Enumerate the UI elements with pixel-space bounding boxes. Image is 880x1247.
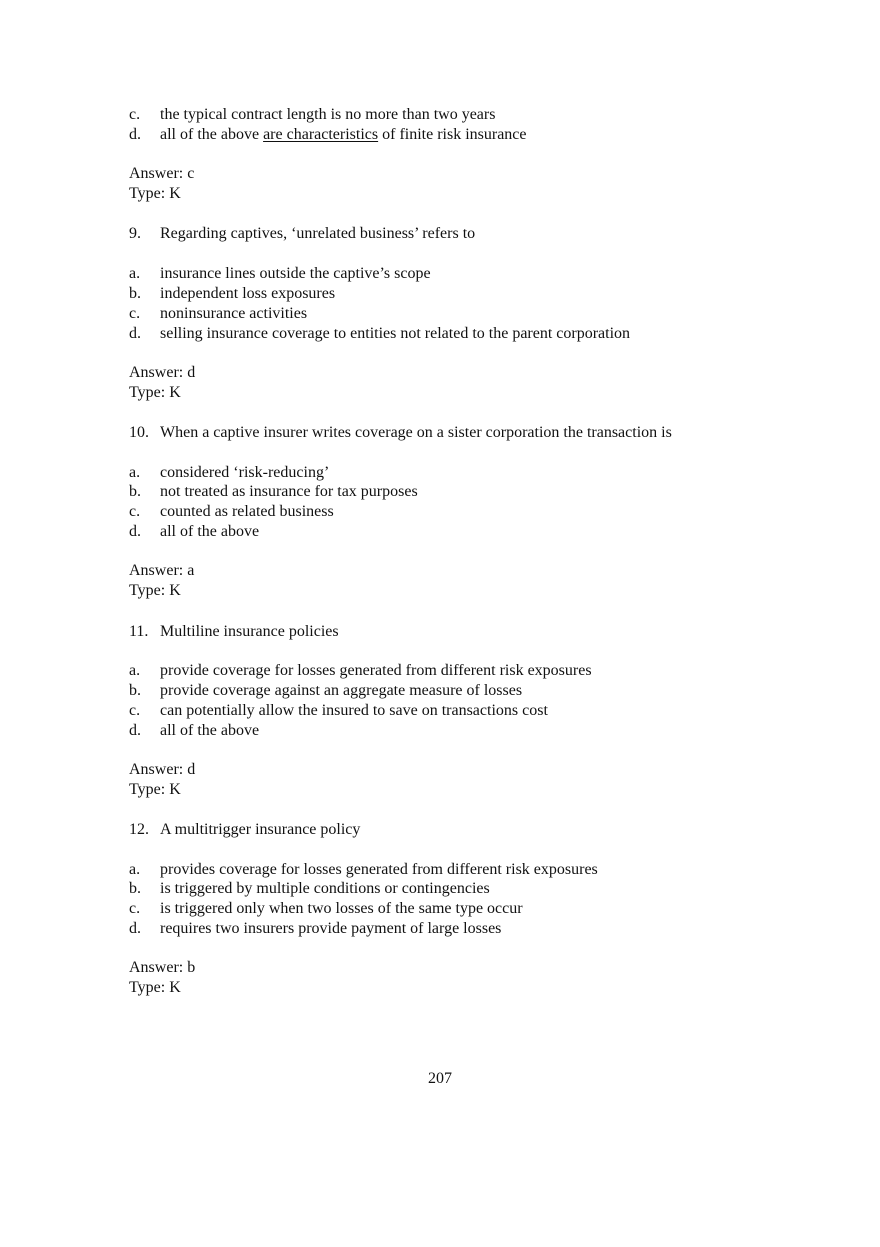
question-9-option-d bbox=[129, 324, 630, 344]
question-9-option-c bbox=[129, 304, 307, 324]
question-11-option-c bbox=[129, 701, 548, 721]
type-line: Type: K bbox=[129, 185, 181, 202]
option-letter: d. bbox=[129, 920, 141, 937]
question-text: A multitrigger insurance policy bbox=[160, 821, 361, 838]
option-text: is triggered by multiple conditions or contingencies bbox=[160, 880, 490, 897]
question-10-type: Type: K bbox=[129, 582, 181, 599]
option-letter: d. bbox=[129, 523, 141, 540]
question-number: 12. bbox=[129, 821, 149, 838]
question-12-option-d bbox=[129, 919, 501, 939]
option-letter: c. bbox=[129, 305, 141, 322]
question-number: 9. bbox=[129, 225, 141, 242]
question-9-option-b bbox=[129, 284, 335, 304]
option-text: considered ‘risk-reducing’ bbox=[160, 464, 330, 481]
question-11-answer: Answer: d bbox=[129, 761, 196, 778]
option-c-continued bbox=[129, 105, 495, 125]
option-text: provide coverage for losses generated from different risk exposures bbox=[160, 662, 592, 679]
option-text: provide coverage against an aggregate measure of losses bbox=[160, 682, 523, 699]
question-9-type: Type: K bbox=[129, 384, 181, 401]
question-10-answer: Answer: a bbox=[129, 562, 195, 579]
question-10-option-c bbox=[129, 502, 334, 522]
question-12-option-a bbox=[129, 860, 598, 880]
option-text: all of the above bbox=[160, 523, 260, 540]
question-11-type: Type: K bbox=[129, 781, 181, 798]
option-text: is triggered only when two losses of the same type occur bbox=[160, 900, 523, 917]
option-text: provides coverage for losses generated from different risk exposures bbox=[160, 861, 598, 878]
option-text-before: all of the above bbox=[160, 126, 264, 143]
question-11-stem bbox=[129, 622, 339, 642]
question-11-option-d bbox=[129, 721, 259, 741]
option-text: the typical contract length is no more than two years bbox=[160, 106, 496, 123]
question-10-stem bbox=[129, 423, 672, 443]
option-text: all of the above bbox=[160, 722, 260, 739]
question-12-type: Type: K bbox=[129, 979, 181, 996]
option-letter: d. bbox=[129, 126, 141, 143]
option-letter: c. bbox=[129, 900, 141, 917]
question-text: When a captive insurer writes coverage on a sister corporation the transaction is bbox=[160, 424, 672, 441]
option-letter: a. bbox=[129, 662, 141, 679]
option-letter: c. bbox=[129, 106, 141, 123]
question-10-option-d bbox=[129, 522, 259, 542]
option-letter: b. bbox=[129, 682, 141, 699]
option-text: not treated as insurance for tax purposes bbox=[160, 483, 418, 500]
question-number: 11. bbox=[129, 623, 149, 640]
question-11-option-b bbox=[129, 681, 522, 701]
option-text: can potentially allow the insured to save on transactions cost bbox=[160, 702, 548, 719]
option-text: independent loss exposures bbox=[160, 285, 336, 302]
question-12-option-b bbox=[129, 879, 490, 899]
question-text: Multiline insurance policies bbox=[160, 623, 339, 640]
option-text: requires two insurers provide payment of large losses bbox=[160, 920, 502, 937]
question-11-option-a bbox=[129, 661, 592, 681]
question-9-stem bbox=[129, 224, 475, 244]
option-letter: c. bbox=[129, 702, 141, 719]
option-letter: a. bbox=[129, 265, 141, 282]
option-letter: a. bbox=[129, 861, 141, 878]
question-10-option-a bbox=[129, 463, 329, 483]
question-12-stem bbox=[129, 820, 360, 840]
question-9-option-a bbox=[129, 264, 431, 284]
option-text: noninsurance activities bbox=[160, 305, 308, 322]
option-text-after: of finite risk insurance bbox=[378, 126, 527, 143]
option-letter: b. bbox=[129, 285, 141, 302]
option-d-continued bbox=[129, 125, 527, 145]
question-10-option-b bbox=[129, 482, 418, 502]
option-text: selling insurance coverage to entities not related to the parent corporation bbox=[160, 325, 631, 342]
option-letter: c. bbox=[129, 503, 141, 520]
question-text: Regarding captives, ‘unrelated business’ refers to bbox=[160, 225, 476, 242]
option-text: insurance lines outside the captive’s scope bbox=[160, 265, 431, 282]
answer-line: Answer: c bbox=[129, 165, 195, 182]
option-letter: a. bbox=[129, 464, 141, 481]
option-letter: b. bbox=[129, 483, 141, 500]
option-text: counted as related business bbox=[160, 503, 334, 520]
option-letter: d. bbox=[129, 722, 141, 739]
page-number: 207 bbox=[428, 1070, 452, 1087]
question-number: 10. bbox=[129, 424, 149, 441]
question-12-option-c bbox=[129, 899, 523, 919]
underlined-text: are characteristics bbox=[263, 126, 379, 143]
option-letter: d. bbox=[129, 325, 141, 342]
question-12-answer: Answer: b bbox=[129, 959, 196, 976]
option-letter: b. bbox=[129, 880, 141, 897]
question-9-answer: Answer: d bbox=[129, 364, 196, 381]
